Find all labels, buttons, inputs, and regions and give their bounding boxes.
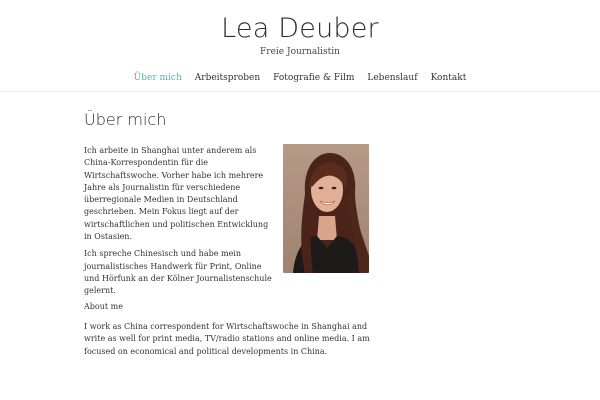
site-title[interactable]: Lea Deuber xyxy=(221,13,379,44)
intro-paragraph-2: Ich spreche Chinesisch und habe mein journalistisches Handwerk für Print, Online und Hörfunk an der Kölner Journalistenschule gelernt. xyxy=(84,249,272,296)
nav-item-ueber-mich[interactable]: Über mich xyxy=(133,73,182,83)
about-me-text: I work as China correspondent for Wirtschaftswoche in Shanghai and write as well for print media, TV/radio stations and online media. I am focused on economical and political developments in China. xyxy=(84,322,370,356)
nav-item-kontakt[interactable]: Kontakt xyxy=(430,73,467,83)
portrait-image xyxy=(283,144,369,273)
intro-text xyxy=(84,145,272,298)
nav-item-fotografie-film[interactable]: Fotografie & Film xyxy=(273,73,355,83)
nav-item-arbeitsproben[interactable]: Arbeitsproben xyxy=(194,73,261,83)
site-header xyxy=(0,0,600,92)
site-tagline: Freie Journalistin xyxy=(260,47,340,57)
page-title: Über mich xyxy=(84,110,167,129)
main-nav xyxy=(0,73,600,83)
about-me-heading: About me xyxy=(84,302,123,311)
intro-paragraph-1: Ich arbeite in Shanghai unter anderem als China-Korrespondentin für die Wirtschaftswoche. Vorher habe ich mehrere Jahre als Journalistin für verschiedene überregionale Medien in Deutschland geschrieben. Mein Fokus liegt auf der wirtschaftlichen und politischen Entwicklung in Ostasien. xyxy=(84,146,269,242)
portrait-photo xyxy=(283,144,369,273)
nav-item-lebenslauf[interactable]: Lebenslauf xyxy=(367,73,418,83)
